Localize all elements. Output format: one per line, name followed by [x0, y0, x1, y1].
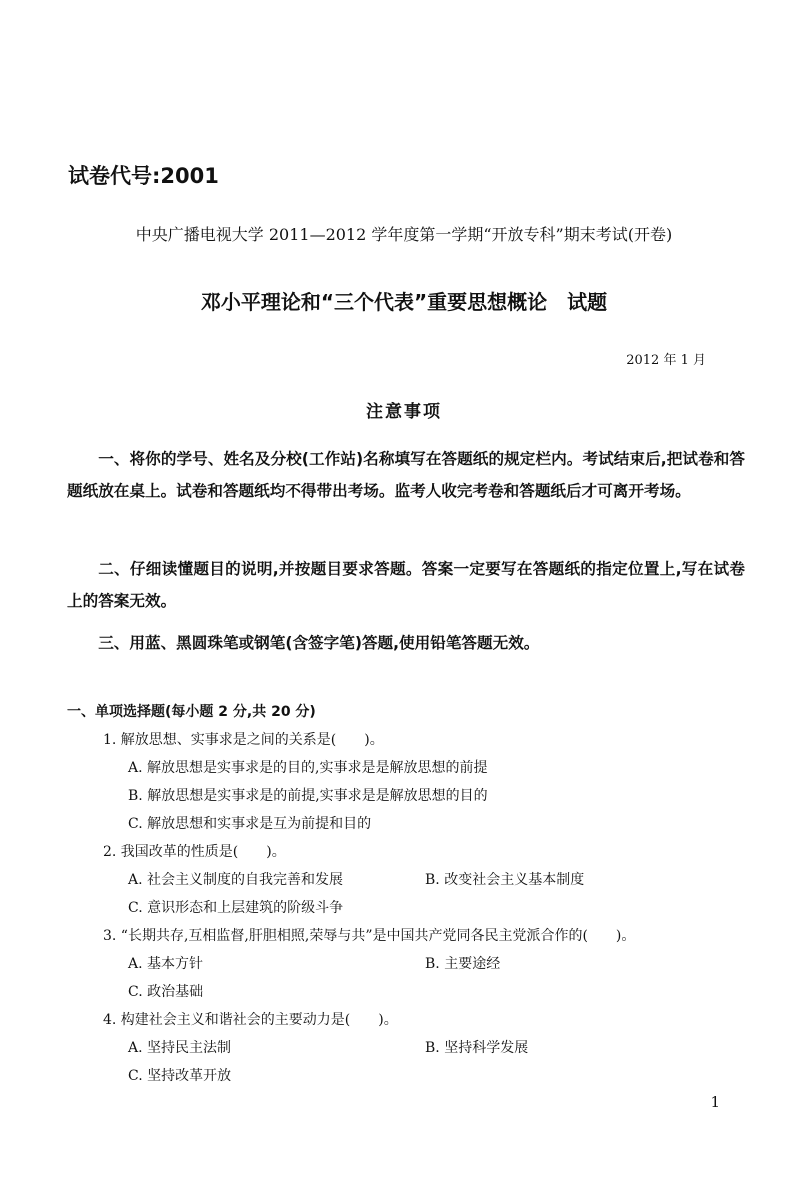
notice-item: 一、将你的学号、姓名及分校(工作站)名称填写在答题纸的规定栏内。考试结束后,把试卷和答题纸放在桌上。试卷和答题纸均不得带出考场。监考人收完考卷和答题纸后才可离开考场。 — [67, 450, 745, 500]
question-stem: 1. 解放思想、实事求是之间的关系是( )。 — [103, 732, 384, 748]
option-c: C. 坚持改革开放 — [128, 1068, 232, 1084]
paper-code: 试卷代号:2001 — [68, 164, 219, 188]
page-number: 1 — [710, 1093, 720, 1111]
exam-title: 邓小平理论和“三个代表”重要思想概论 试题 — [200, 290, 608, 314]
option-b: B. 主要途经 — [425, 956, 501, 972]
notice-item: 二、仔细读懂题目的说明,并按题目要求答题。答案一定要写在答题纸的指定位置上,写在试卷上的答案无效。 — [67, 560, 745, 610]
notice-heading: 注意事项 — [366, 402, 442, 422]
notice-item: 三、用蓝、黑圆珠笔或钢笔(含签字笔)答题,使用铅笔答题无效。 — [98, 634, 540, 652]
section-heading: 一、单项选择题(每小题 2 分,共 20 分) — [67, 704, 316, 720]
exam-university-line: 中央广播电视大学 2011—2012 学年度第一学期“开放专科”期末考试(开卷) — [135, 225, 673, 244]
option-a: A. 基本方针 — [128, 956, 204, 972]
option-b: B. 解放思想是实事求是的前提,实事求是是解放思想的目的 — [128, 788, 488, 804]
question-stem: 4. 构建社会主义和谐社会的主要动力是( )。 — [103, 1012, 398, 1028]
exam-date: 2012 年 1 月 — [626, 353, 706, 368]
option-c: C. 政治基础 — [128, 984, 204, 1000]
option-a: A. 社会主义制度的自我完善和发展 — [128, 872, 344, 888]
option-c: C. 意识形态和上层建筑的阶级斗争 — [128, 900, 344, 916]
option-c: C. 解放思想和实事求是互为前提和目的 — [128, 816, 372, 832]
question-stem: 2. 我国改革的性质是( )。 — [103, 844, 286, 860]
option-b: B. 改变社会主义基本制度 — [425, 872, 585, 888]
option-a: A. 解放思想是实事求是的目的,实事求是是解放思想的前提 — [128, 760, 488, 776]
option-b: B. 坚持科学发展 — [425, 1040, 529, 1056]
question-stem: 3. “长期共存,互相监督,肝胆相照,荣辱与共”是中国共产党同各民主党派合作的( )。 — [103, 928, 636, 944]
option-a: A. 坚持民主法制 — [128, 1040, 232, 1056]
